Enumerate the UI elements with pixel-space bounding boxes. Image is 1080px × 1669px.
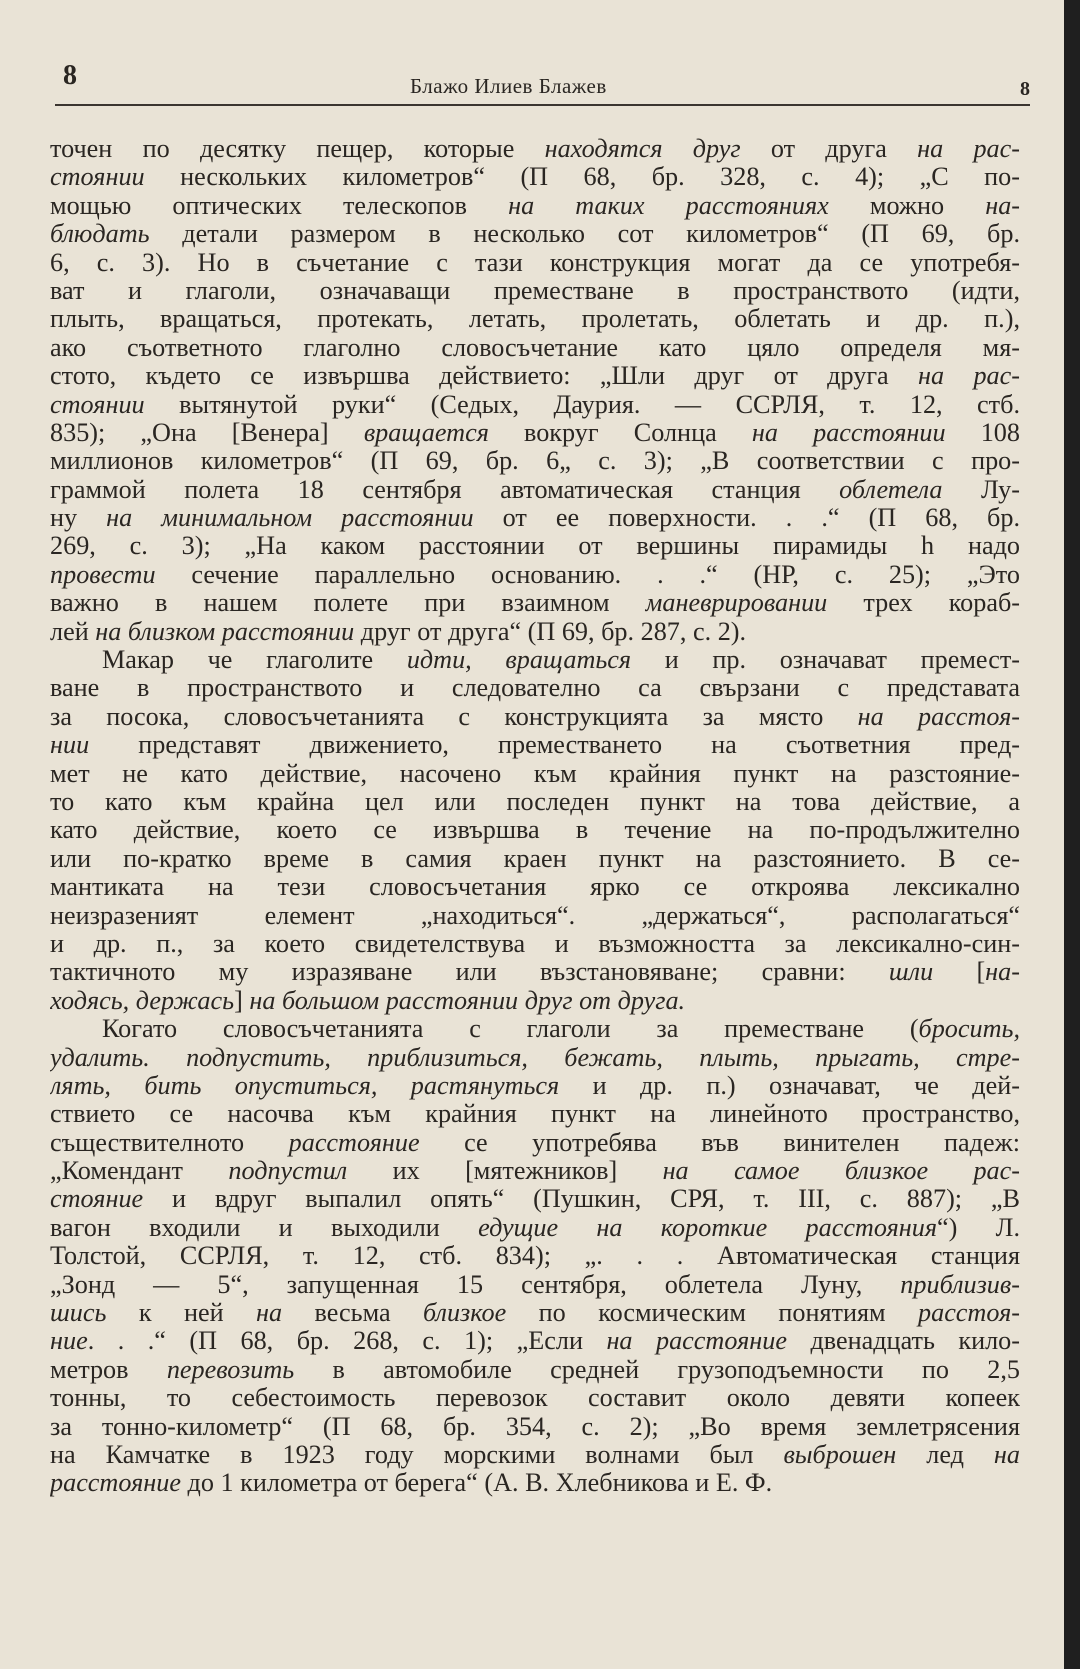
text-line — [50, 1356, 1020, 1384]
text-segment: ] — [234, 986, 250, 1015]
italic-segment: на рас- — [917, 135, 1020, 163]
text-line — [50, 703, 1020, 731]
text-segment: детали размером в несколько сот километров“ (П 69, бр. — [149, 220, 1020, 249]
italic-segment: маневрировании — [645, 589, 828, 618]
text-segment: „Комендант — [50, 1157, 229, 1186]
text-segment: мет не като действие, насочено към крайния пункт на разстояние- — [50, 759, 1020, 788]
text-segment: или по-кратко време в самия краен пункт на разстоянието. В се- — [50, 844, 1020, 873]
text-line — [50, 1214, 1020, 1242]
text-line — [50, 135, 1020, 163]
italic-segment: стоянии — [50, 163, 145, 192]
text-segment: плыть, вращаться, протекать, летать, пролетать, облетать и др. п.), — [50, 305, 1020, 334]
italic-segment: лять, бить опуститься, растянуться — [50, 1071, 560, 1100]
text-line — [50, 532, 1020, 560]
text-segment: их [мятежников] — [347, 1157, 663, 1186]
text-segment: точен по десятку пещер, которые — [50, 135, 545, 163]
italic-segment: на — [256, 1299, 283, 1328]
text-segment: весьма — [282, 1299, 424, 1328]
text-segment: тонны, то себестоимость перевозок составит около девяти копеек — [50, 1384, 1020, 1413]
italic-segment: идти, вращаться — [406, 646, 632, 675]
italic-segment: шись — [50, 1299, 107, 1328]
text-line — [50, 987, 1020, 1015]
text-line — [50, 1129, 1020, 1157]
text-line — [50, 277, 1020, 305]
text-segment: представят движението, преместването на съответния пред- — [89, 731, 1020, 760]
italic-segment: находятся друг — [544, 135, 741, 163]
text-line — [50, 1441, 1020, 1469]
text-line — [50, 1413, 1020, 1441]
text-line — [50, 1100, 1020, 1128]
text-line — [50, 788, 1020, 816]
text-segment: от ее поверхности. . .“ (П 68, бр. — [473, 504, 1020, 533]
text-segment: в автомобиле средней грузоподъемности по 2,5 — [294, 1355, 1020, 1384]
text-segment: ват и глаголи, означаващи преместване в пространството (идти, — [50, 276, 1020, 305]
text-line — [50, 958, 1020, 986]
text-segment: Макар че глаголите — [102, 646, 407, 675]
text-segment: то като към крайна цел или последен пункт на това действие, а — [50, 787, 1020, 816]
text-line — [50, 873, 1020, 901]
text-segment: 269, с. 3); „На каком расстоянии от вершины пирамиды h надо — [50, 532, 1020, 561]
text-segment: . . .“ (П 68, бр. 268, с. 1); „Если — [87, 1327, 607, 1356]
text-line — [50, 419, 1020, 447]
text-line — [50, 249, 1020, 277]
text-line — [50, 391, 1020, 419]
text-line — [50, 1185, 1020, 1213]
page-number-left: 8 — [63, 60, 77, 91]
italic-segment: выброшен — [783, 1440, 897, 1469]
text-segment: мощью оптических телескопов — [50, 191, 509, 220]
italic-segment: на таких расстояниях — [508, 191, 829, 220]
italic-segment: шли — [888, 958, 934, 987]
text-segment: 835); „Она [Венера] — [50, 418, 364, 447]
text-line — [50, 731, 1020, 759]
text-line — [50, 674, 1020, 702]
text-line — [50, 1327, 1020, 1355]
text-segment: вагон входили и выходили — [50, 1213, 479, 1242]
text-segment: и др. п.) означават, че дей- — [559, 1071, 1020, 1100]
text-segment: на Камчатке в 1923 году морскими волнами был — [50, 1440, 784, 1469]
text-segment: “) Л. — [937, 1213, 1020, 1242]
text-segment: съществителното — [50, 1128, 289, 1157]
text-segment: лей — [50, 617, 96, 646]
italic-segment: на расстоянии — [751, 418, 946, 447]
text-segment: ако съответното глаголно словосъчетание като цяло определя мя- — [50, 333, 1020, 362]
text-line — [50, 1469, 1020, 1497]
text-segment: сечение параллельно основанию. . .“ (НР, с. 25); „Это — [155, 560, 1020, 589]
text-line — [50, 1015, 1020, 1043]
text-line — [50, 902, 1020, 930]
text-segment: граммой полета 18 сентября автоматическая станция — [50, 475, 840, 504]
text-line — [50, 646, 1020, 674]
text-segment: трех кораб- — [827, 589, 1020, 618]
text-line — [50, 930, 1020, 958]
text-line — [50, 504, 1020, 532]
italic-segment: на- — [985, 958, 1020, 987]
text-segment: ване в пространството и следователно са свързани с представата — [50, 674, 1020, 703]
text-segment: се употребява във винителен падеж: — [419, 1128, 1020, 1157]
italic-segment: блюдать — [50, 220, 150, 249]
italic-segment: провести — [50, 560, 156, 589]
italic-segment: близкое — [423, 1299, 507, 1328]
text-segment: ствието се насочва към крайния пункт на линейното пространство, — [50, 1100, 1020, 1129]
text-segment: Когато словосъчетанията с глаголи за преместване ( — [102, 1015, 919, 1044]
italic-segment: ходясь, держась — [50, 986, 235, 1015]
text-segment: метров — [50, 1355, 167, 1384]
text-segment: и пр. означават премест- — [631, 646, 1020, 675]
italic-segment: вращается — [363, 418, 489, 447]
italic-segment: расстояние — [50, 1469, 181, 1498]
italic-segment: стояние — [50, 1185, 144, 1214]
header-rule — [55, 104, 1030, 106]
text-line — [50, 1271, 1020, 1299]
text-segment: лед — [896, 1440, 994, 1469]
book-spine — [1064, 0, 1080, 1669]
text-line — [50, 334, 1020, 362]
text-line — [50, 305, 1020, 333]
text-line — [50, 1384, 1020, 1412]
text-line — [50, 476, 1020, 504]
text-line — [50, 1157, 1020, 1185]
italic-segment: расстояние — [288, 1128, 420, 1157]
text-line — [50, 220, 1020, 248]
text-segment: за посока, словосъчетанията с конструкцията за място — [50, 702, 858, 731]
text-line — [50, 561, 1020, 589]
text-segment: от друга — [740, 135, 918, 163]
text-segment: вокруг Солнца — [488, 418, 752, 447]
text-segment: за тонно-километр“ (П 68, бр. 354, с. 2); „Во время землетрясения — [50, 1412, 1020, 1441]
italic-segment: удалить. подпустить, приблизиться, бежать, плыть, прыгать, стре- — [50, 1043, 1020, 1072]
text-segment: като действие, което се извършва в течение на по-продължително — [50, 816, 1020, 845]
italic-segment: подпустил — [228, 1157, 348, 1186]
text-segment: и др. п., за което свидетелствува и възможността за лексикално-син- — [50, 929, 1020, 958]
text-line — [50, 760, 1020, 788]
italic-segment: нии — [50, 731, 90, 760]
italic-segment: перевозить — [166, 1355, 295, 1384]
text-segment: к ней — [106, 1299, 257, 1328]
italic-segment: на расстоя- — [857, 702, 1020, 731]
text-line — [50, 163, 1020, 191]
italic-segment: на минимальном расстоянии — [106, 504, 474, 533]
italic-segment: расстоя- — [918, 1299, 1020, 1328]
text-segment: стото, където се извършва действието: „Шли друг от друга — [50, 362, 919, 391]
text-segment: 6, с. 3). Но в съчетание с тази конструкция могат да се употребя- — [50, 248, 1020, 277]
text-segment: неизразеният елемент „находиться“. „держаться“, располагаться“ — [50, 901, 1020, 930]
text-segment: двенадцать кило- — [786, 1327, 1020, 1356]
text-line — [50, 362, 1020, 390]
italic-segment: на — [993, 1440, 1020, 1469]
text-line — [50, 1044, 1020, 1072]
text-segment: Толстой, ССРЛЯ, т. 12, стб. 834); „. . . Автоматическая станция — [50, 1242, 1020, 1271]
text-line — [50, 1242, 1020, 1270]
text-segment: до 1 километра от берега“ (А. В. Хлебникова и Е. Ф. — [180, 1469, 773, 1498]
text-segment: можно — [828, 191, 986, 220]
text-line — [50, 589, 1020, 617]
text-line — [50, 618, 1020, 646]
text-line — [50, 1072, 1020, 1100]
text-segment: важно в нашем полете при взаимном — [50, 589, 646, 618]
page-header — [55, 60, 1030, 110]
italic-segment: облетела — [839, 475, 943, 504]
text-segment: друг от друга“ (П 69, бр. 287, с. 2). — [354, 617, 747, 646]
italic-segment: приблизив- — [900, 1270, 1020, 1299]
text-line — [50, 845, 1020, 873]
text-segment: мантиката на тези словосъчетания ярко се откроява лексикално — [50, 873, 1020, 902]
italic-segment: на самое близкое рас- — [662, 1157, 1020, 1186]
italic-segment: бросить, — [918, 1015, 1020, 1044]
text-segment: 108 — [945, 418, 1020, 447]
text-segment: тактичното му изразяване или възстановяване; сравни: — [50, 958, 889, 987]
italic-segment: на большом расстоянии друг от друга. — [249, 986, 686, 1015]
page-number-right: 8 — [1020, 78, 1030, 100]
text-segment: ну — [50, 504, 107, 533]
italic-segment: стоянии — [50, 390, 145, 419]
text-segment: Лу- — [942, 475, 1020, 504]
text-line — [50, 1299, 1020, 1327]
text-segment: миллионов километров“ (П 69, бр. 6„ с. 3); „В соответствии с про- — [50, 447, 1020, 476]
running-title: Блажо Илиев Блажев — [410, 74, 607, 98]
text-segment: по космическим понятиям — [506, 1299, 918, 1328]
italic-segment: на расстояние — [606, 1327, 787, 1356]
text-line — [50, 192, 1020, 220]
text-line — [50, 816, 1020, 844]
italic-segment: на рас- — [918, 362, 1020, 391]
italic-segment: ние — [50, 1327, 88, 1356]
italic-segment: едущие на короткие расстояния — [478, 1213, 938, 1242]
text-segment: и вдруг выпалил опять“ (Пушкин, СРЯ, т. III, с. 887); „В — [143, 1185, 1020, 1214]
text-segment: [ — [933, 958, 986, 987]
text-segment: нескольких километров“ (П 68, бр. 328, с. 4); „С по- — [144, 163, 1020, 192]
body-text — [50, 135, 1020, 1498]
italic-segment: на- — [985, 191, 1020, 220]
text-line — [50, 447, 1020, 475]
text-segment: вытянутой руки“ (Седых, Даурия. — ССРЛЯ, т. 12, стб. — [144, 390, 1020, 419]
italic-segment: на близком расстоянии — [95, 617, 355, 646]
text-segment: „Зонд — 5“, запущенная 15 сентября, облетела Луну, — [50, 1270, 901, 1299]
